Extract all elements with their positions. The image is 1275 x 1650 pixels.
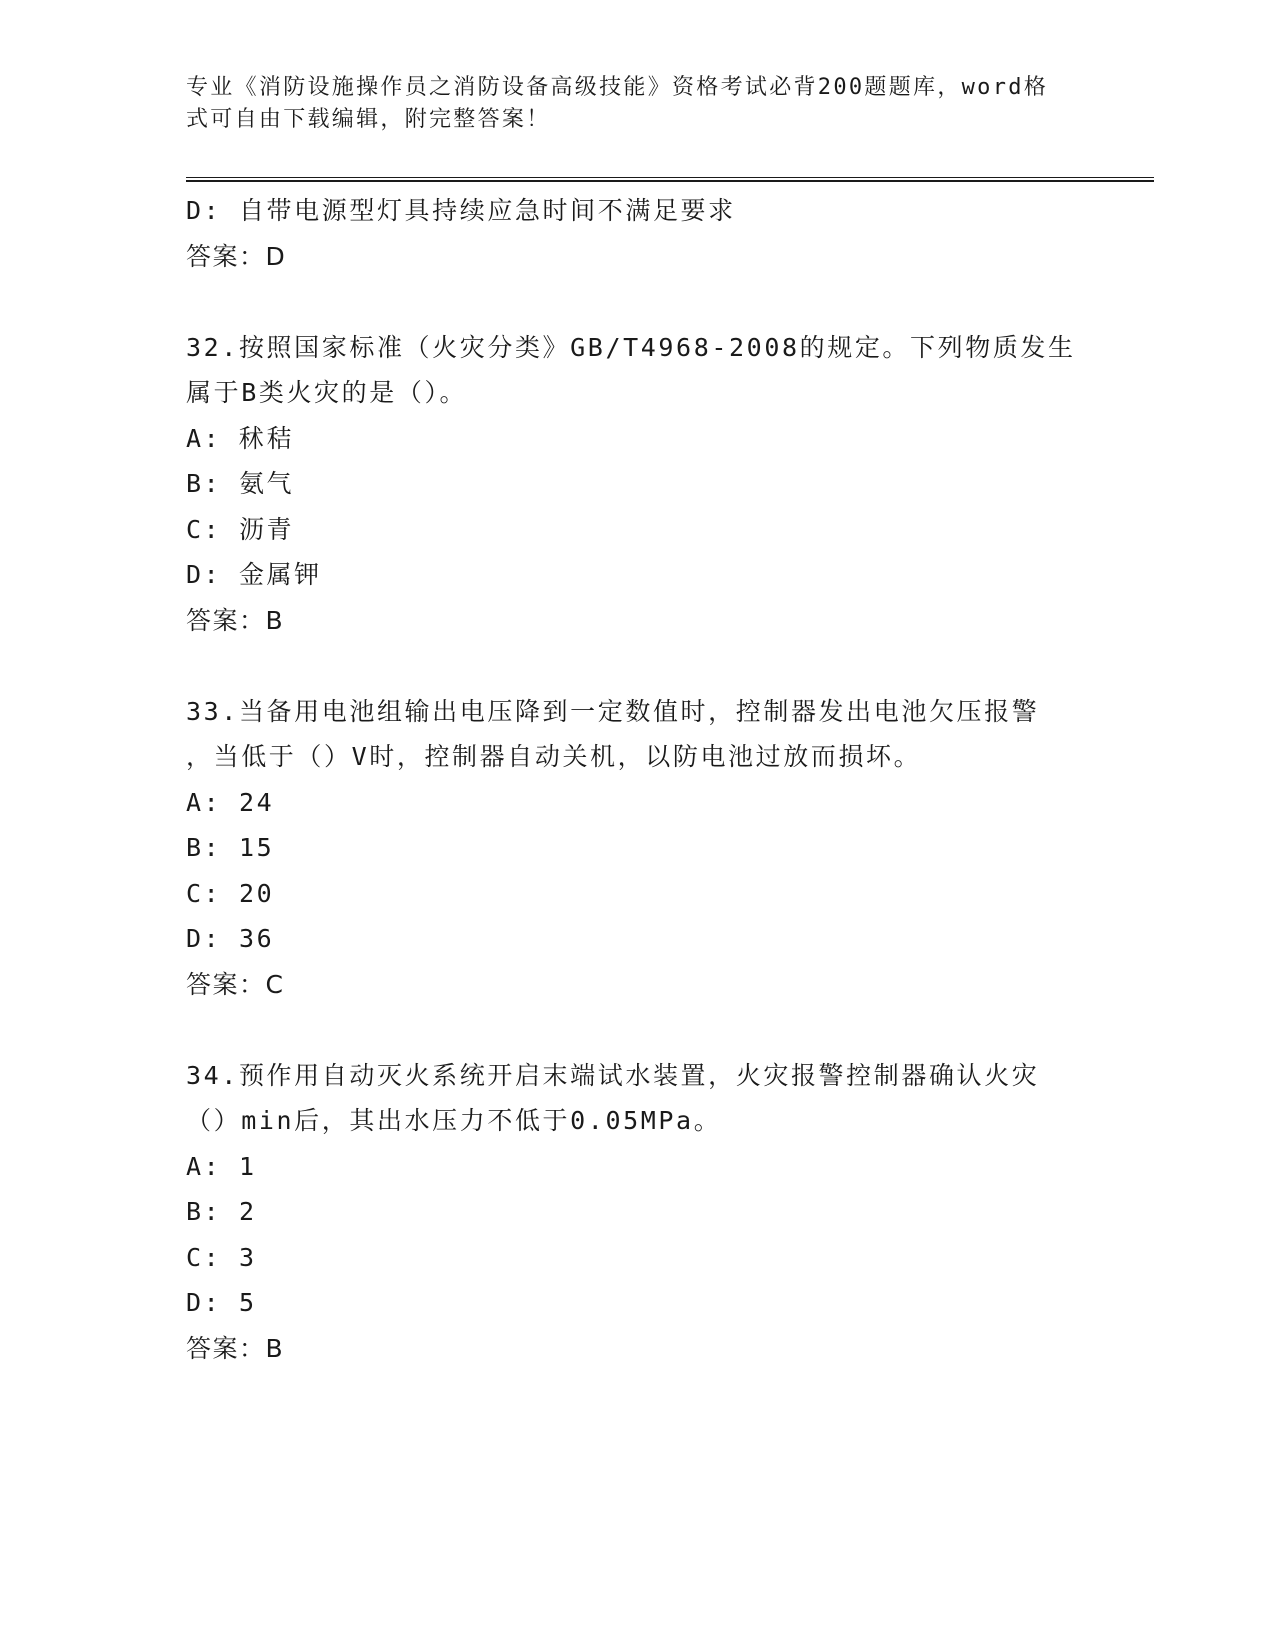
question-32-option-d: D: 金属钾 [186, 560, 322, 589]
question-34-option-d: D: 5 [186, 1288, 257, 1317]
question-34-option-a: A: 1 [186, 1151, 257, 1181]
question-block-33 [186, 689, 1086, 1008]
question-31-answer: 答案：D [186, 241, 287, 271]
header-line-1: 专业《消防设施操作员之消防设备高级技能》资格考试必背200题题库，word格 [186, 75, 1049, 100]
question-32-stem-line-1: 32.按照国家标准（火灾分类》GB/T4968-2008的规定。下列物质发生 [186, 332, 1076, 362]
header-line-2: 式可自由下载编辑，附完整答案！ [186, 107, 551, 132]
question-34-answer: 答案：B [186, 1333, 285, 1363]
question-33-option-c: C: 20 [186, 878, 275, 908]
spacer [186, 279, 1086, 325]
question-34-stem-line-1: 34.预作用自动灭火系统开启末端试水装置，火灾报警控制器确认火灾 [186, 1060, 1040, 1090]
spacer [186, 643, 1086, 689]
question-block-32 [186, 325, 1086, 644]
question-34-stem-line-2: （）min后，其出水压力不低于0.05MPa。 [186, 1106, 722, 1135]
header-divider [186, 177, 1154, 182]
question-33-answer: 答案：C [186, 969, 285, 999]
question-32-option-c: C: 沥青 [186, 514, 295, 544]
question-33-option-a: A: 24 [186, 787, 275, 817]
question-33-option-b: B: 15 [186, 833, 275, 862]
question-32-stem-line-2: 属于B类火灾的是（）。 [186, 378, 468, 407]
question-32-option-b: B: 氨气 [186, 469, 295, 498]
question-34-option-b: B: 2 [186, 1197, 257, 1226]
question-31-option-d: D: 自带电源型灯具持续应急时间不满足要求 [186, 196, 736, 225]
document-body [186, 188, 1086, 1371]
question-33-stem-line-1: 33.当备用电池组输出电压降到一定数值时，控制器发出电池欠压报警 [186, 696, 1040, 726]
question-34-option-c: C: 3 [186, 1242, 257, 1272]
question-33-stem-line-2: ，当低于（）V时，控制器自动关机，以防电池过放而损坏。 [186, 742, 922, 771]
document-header [186, 72, 1066, 136]
question-33-option-d: D: 36 [186, 924, 275, 953]
question-32-answer: 答案：B [186, 605, 285, 635]
spacer [186, 1007, 1086, 1053]
question-32-option-a: A: 秫秸 [186, 423, 295, 453]
question-block-34 [186, 1053, 1086, 1372]
